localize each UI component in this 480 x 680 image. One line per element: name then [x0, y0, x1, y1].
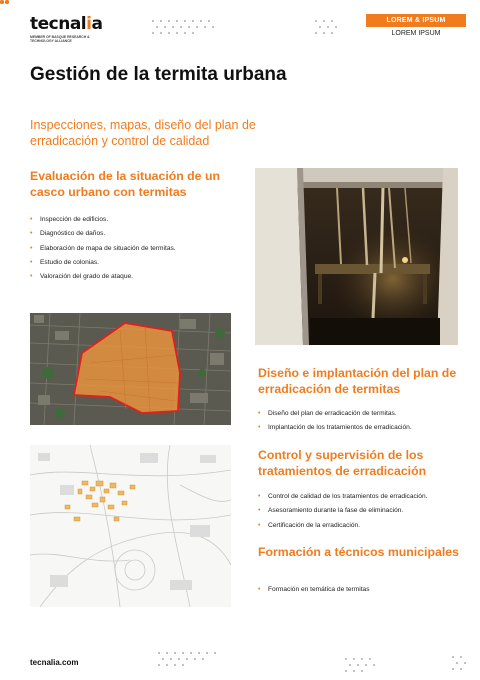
- section-title-plan: Diseño e implantación del plan de erradicación de termitas: [258, 366, 457, 396]
- section-title-control: Control y supervisión de los tratamientos de erradicación: [258, 448, 427, 478]
- list-item: • Diagnóstico de daños.: [30, 227, 245, 241]
- list-item: • Diseño del plan de erradicación de termitas.: [258, 407, 463, 421]
- street-map-colonies: [30, 445, 231, 607]
- page-title: Gestión de la termita urbana: [30, 64, 287, 85]
- tecnalia-logo: [30, 16, 102, 43]
- section-list-control: [258, 490, 463, 533]
- decorative-dots-bottom-far-right: [452, 656, 472, 676]
- section-list-plan: [258, 407, 463, 436]
- list-item: • Certificación de la erradicación.: [258, 519, 463, 533]
- list-item: • Asesoramiento durante la fase de eliminación.: [258, 504, 463, 518]
- page-subtitle: Inspecciones, mapas, diseño del plan de erradicación y control de calidad: [30, 118, 256, 148]
- section-title-training: Formación a técnicos municipales: [258, 545, 459, 559]
- list-item: • Control de calidad de los tratamientos de erradicación.: [258, 490, 463, 504]
- list-item: • Implantación de los tratamientos de erradicación.: [258, 421, 463, 435]
- decorative-orange-dots-bottom: [0, 11, 12, 17]
- list-item: • Formación en temática de termitas: [258, 583, 463, 597]
- category-badge: LOREM & IPSUM: [366, 14, 466, 27]
- decorative-dots-bottom-left: [158, 652, 228, 672]
- decorative-dots-top-left: [152, 20, 232, 40]
- logo-wordmark: tecnalia: [30, 14, 103, 34]
- list-item: • Inspección de edificios.: [30, 213, 245, 227]
- section-title-evaluation: Evaluación de la situación de un casco urbano con termitas: [30, 169, 220, 199]
- aerial-map-infested-area: [30, 313, 231, 425]
- footer-url[interactable]: tecnalia.com: [30, 658, 79, 667]
- section-list-training: [258, 583, 463, 597]
- list-item: • Valoración del grado de ataque.: [30, 270, 245, 284]
- logo-tagline: MEMBER OF BASQUE RESEARCH & TECHNOLOGY ALLIANCE: [30, 35, 90, 44]
- decorative-dots-bottom-right: [345, 658, 385, 678]
- section-list-evaluation: [30, 213, 245, 284]
- decorative-dots-top-right: [315, 20, 345, 40]
- list-item: • Estudio de colonias.: [30, 256, 245, 270]
- termite-damage-photo: [255, 168, 458, 345]
- category-sublabel: LOREM IPSUM: [391, 30, 441, 37]
- list-item: • Elaboración de mapa de situación de termitas.: [30, 242, 245, 256]
